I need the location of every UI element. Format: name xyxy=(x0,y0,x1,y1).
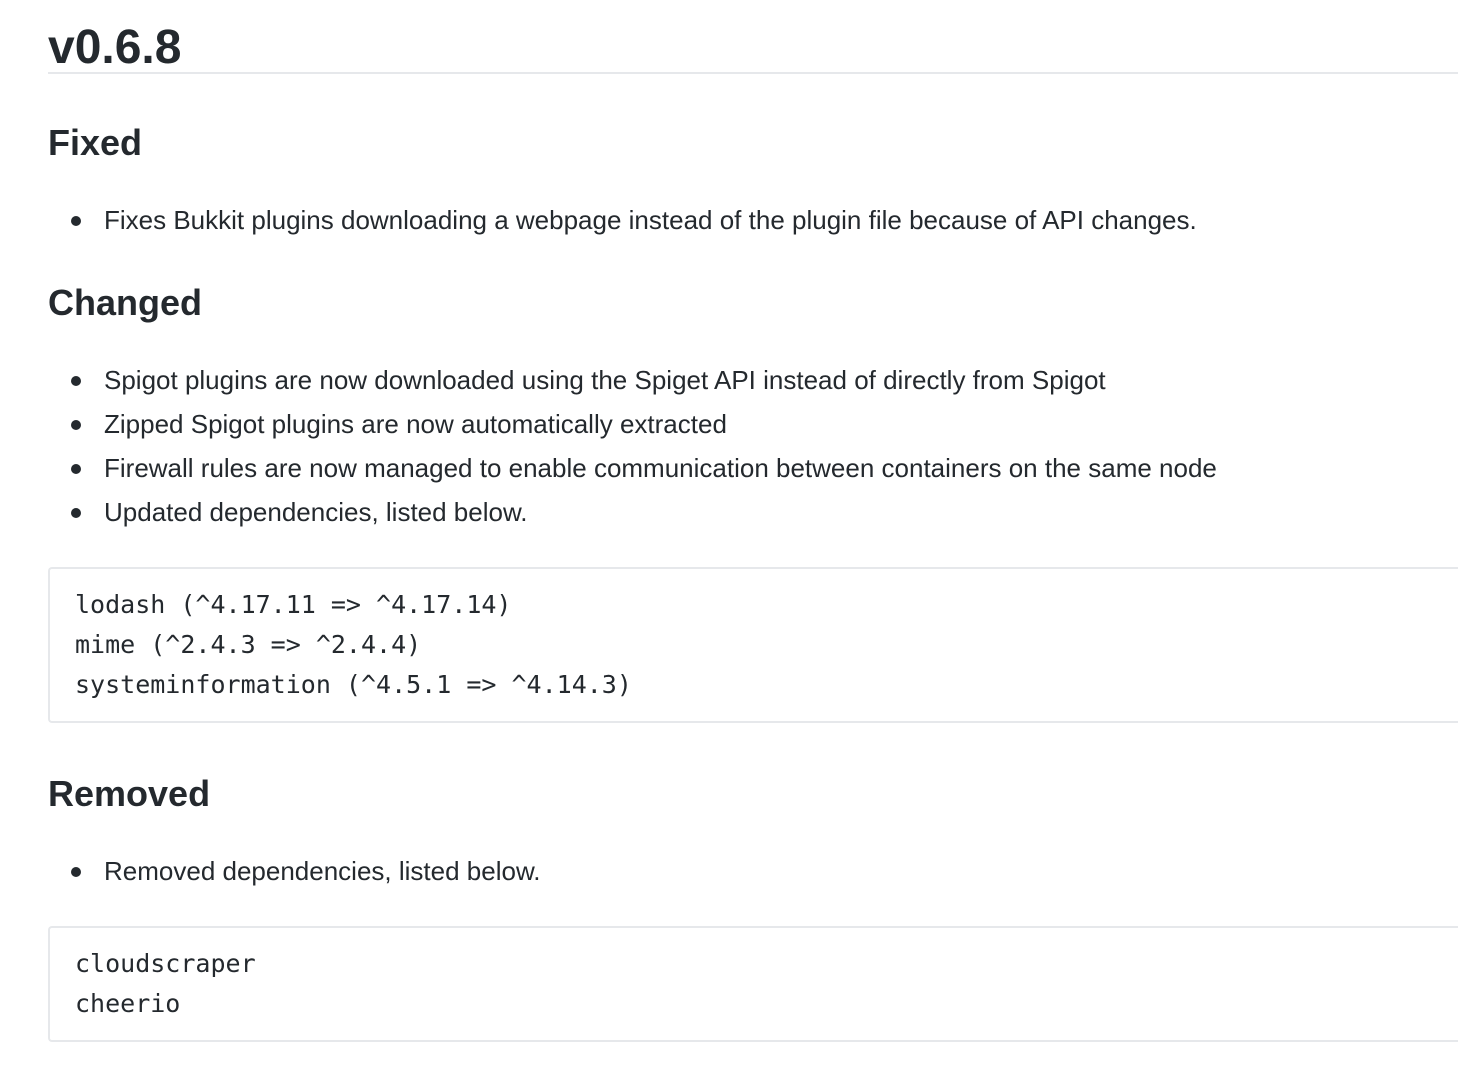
code-line: cheerio xyxy=(75,989,181,1018)
list-item: Fixes Bukkit plugins downloading a webpage instead of the plugin file because of API changes. xyxy=(48,198,1458,242)
list-item: Updated dependencies, listed below. xyxy=(48,490,1458,534)
code-line: systeminformation (^4.5.1 => ^4.14.3) xyxy=(75,670,632,699)
section-heading-changed: Changed xyxy=(48,282,203,323)
section-heading-fixed: Fixed xyxy=(48,122,143,163)
fixed-list xyxy=(48,198,1458,242)
section-heading-removed: Removed xyxy=(48,773,211,814)
code-line: mime (^2.4.3 => ^2.4.4) xyxy=(75,630,422,659)
changed-list xyxy=(48,358,1458,534)
code-line: cloudscraper xyxy=(75,949,256,978)
release-notes xyxy=(48,0,1458,1042)
updated-dependencies-code-block xyxy=(48,567,1458,723)
list-item: Zipped Spigot plugins are now automatically extracted xyxy=(48,402,1458,446)
list-item: Spigot plugins are now downloaded using the Spiget API instead of directly from Spigot xyxy=(48,358,1458,402)
release-title: v0.6.8 xyxy=(48,0,1458,74)
list-item: Firewall rules are now managed to enable communication between containers on the same node xyxy=(48,446,1458,490)
removed-list xyxy=(48,849,1458,893)
code-line: lodash (^4.17.11 => ^4.17.14) xyxy=(75,590,512,619)
removed-dependencies-code-block xyxy=(48,926,1458,1042)
list-item: Removed dependencies, listed below. xyxy=(48,849,1458,893)
